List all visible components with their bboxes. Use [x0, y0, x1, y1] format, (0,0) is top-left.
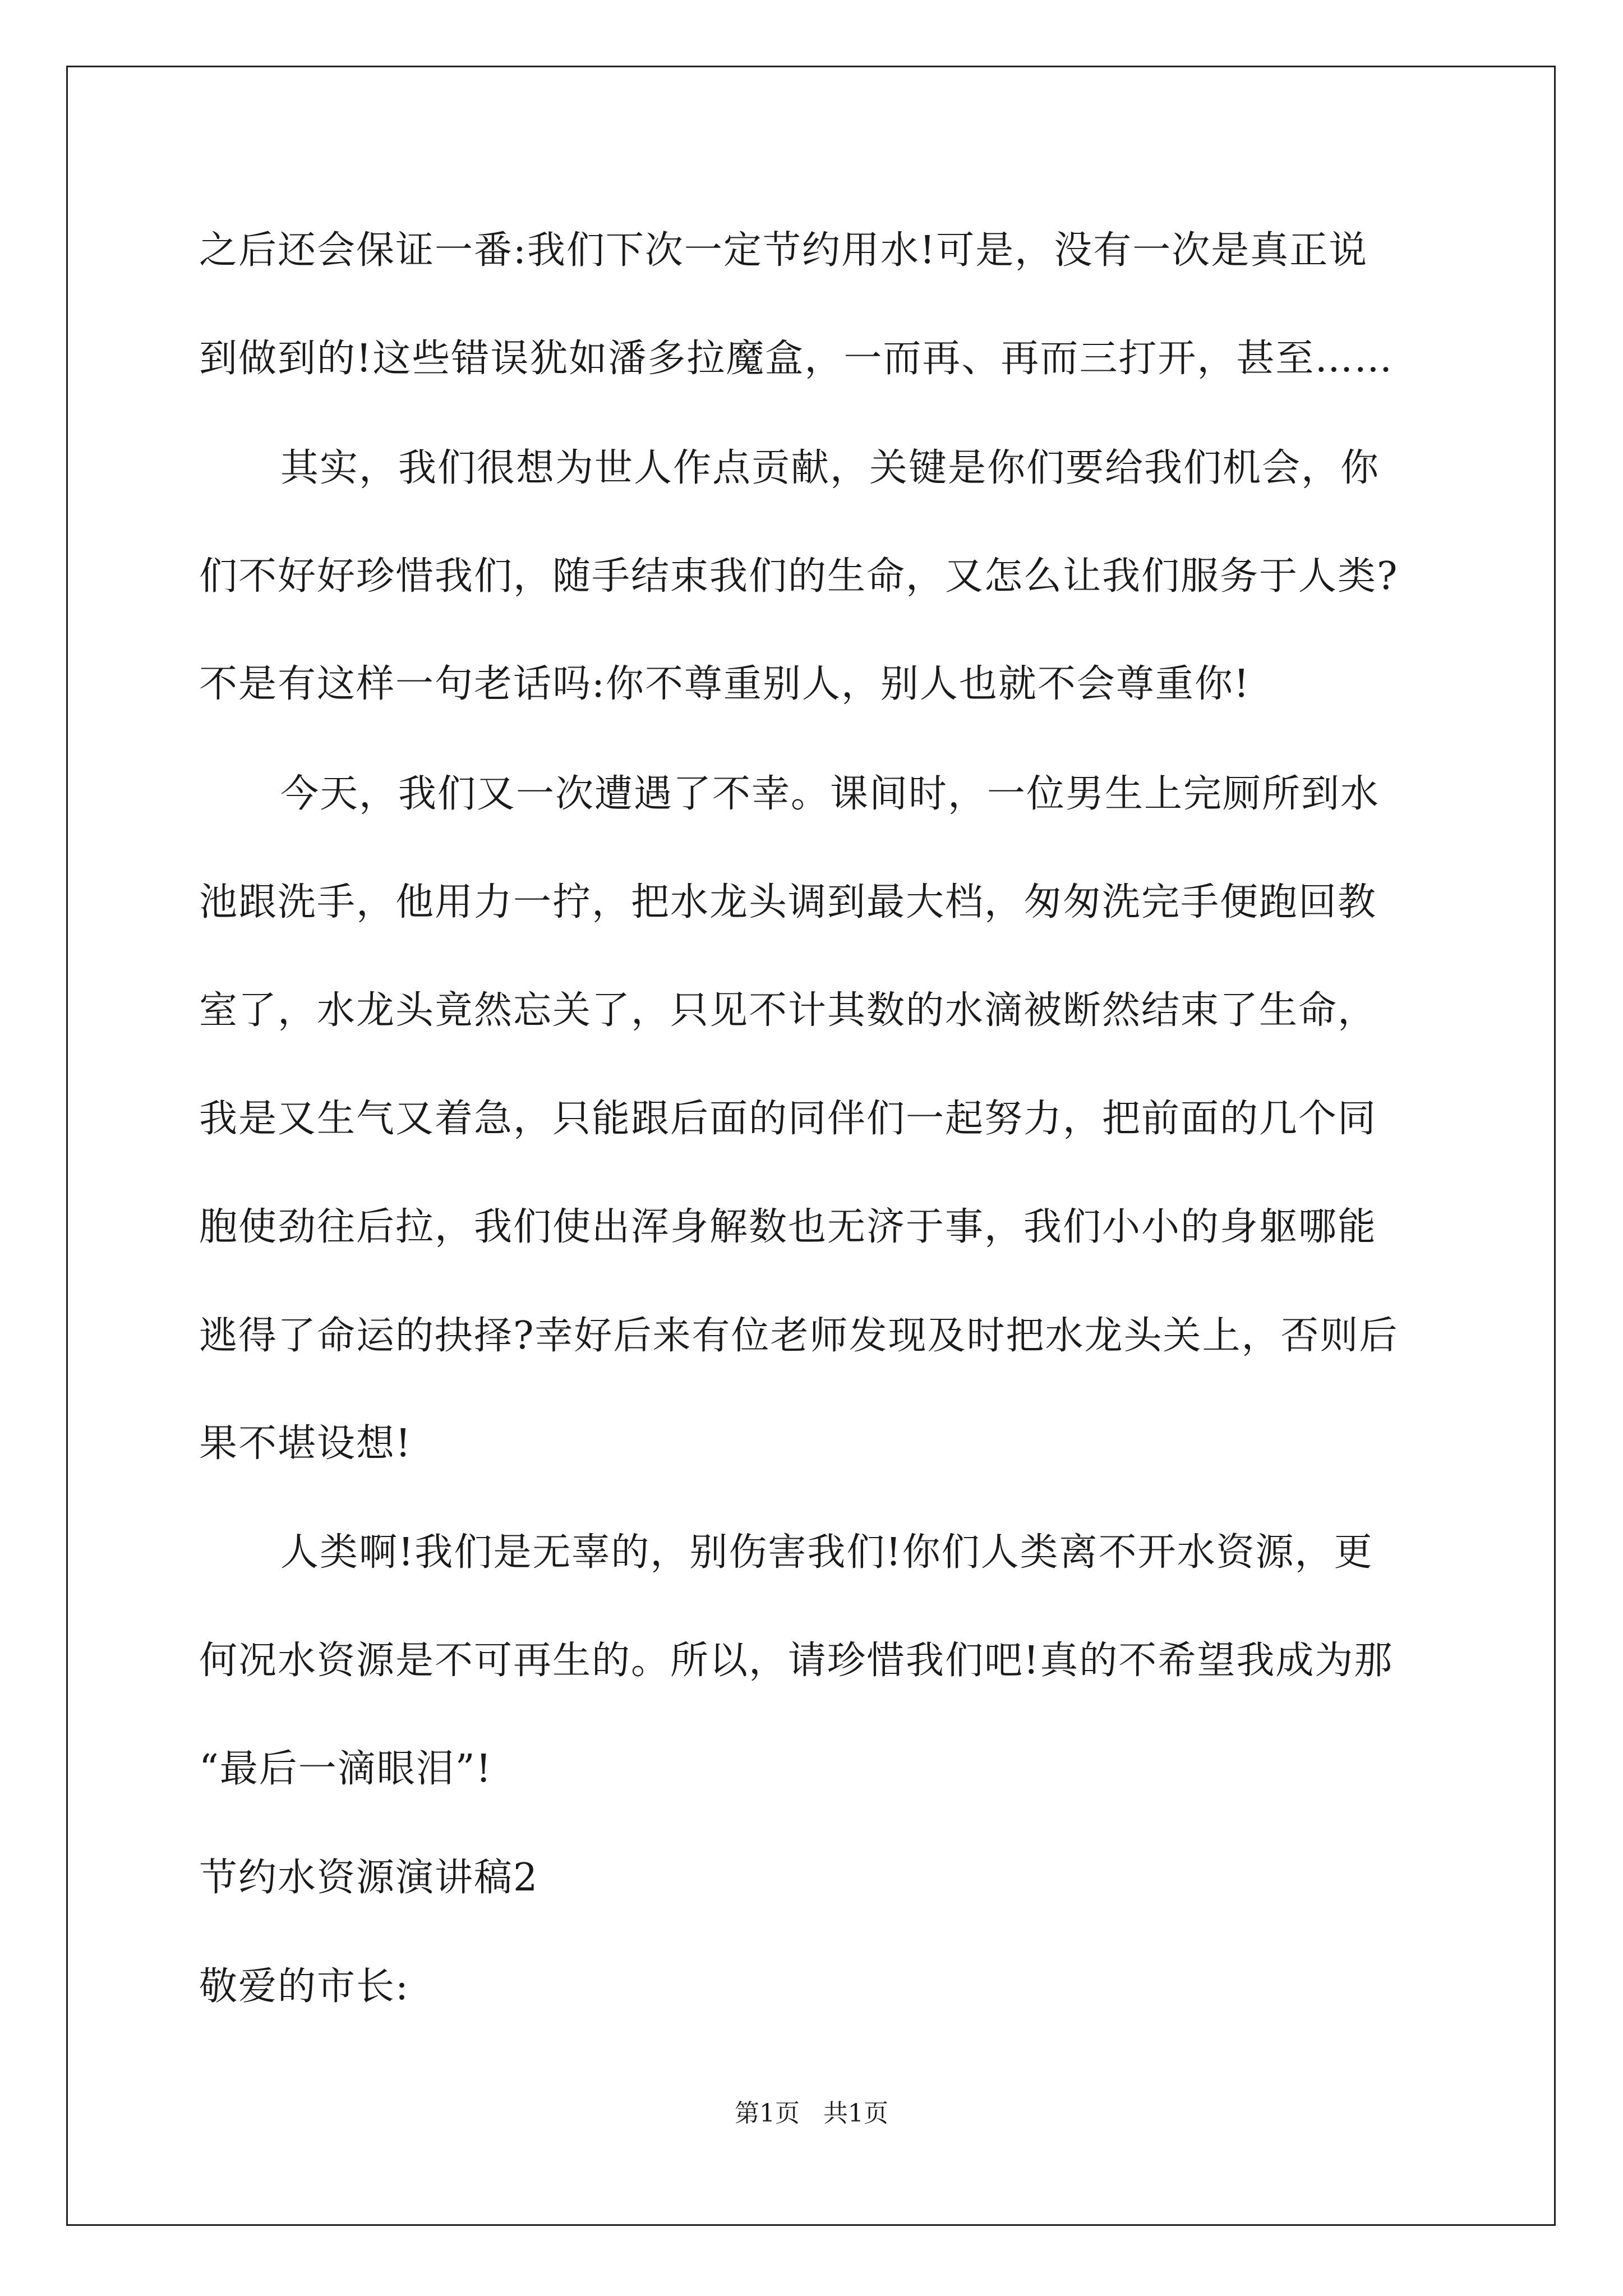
- section-heading: 节约水资源演讲稿2: [199, 1856, 539, 1900]
- text-line: 我是又生气又着急，只能跟后面的同伴们一起努力，把前面的几个同: [199, 1097, 1377, 1141]
- salutation: 敬爱的市长:: [199, 1964, 409, 2009]
- text-line: 不是有这样一句老话吗:你不尊重别人，别人也就不会尊重你!: [199, 662, 1251, 706]
- text-line: 果不堪设想!: [199, 1421, 412, 1466]
- paragraph-first-line: 人类啊!我们是无辜的，别伤害我们!你们人类离不开水资源，更: [280, 1530, 1373, 1575]
- text-line: 何况水资源是不可再生的。所以，请珍惜我们吧!真的不希望我成为那: [199, 1639, 1394, 1683]
- text-line: 胞使劲往后拉，我们使出浑身解数也无济于事，我们小小的身躯哪能: [199, 1205, 1377, 1249]
- text-line: 之后还会保证一番:我们下次一定节约用水!可是，没有一次是真正说: [199, 228, 1368, 273]
- text-line: 们不好好珍惜我们，随手结束我们的生命，又怎么让我们服务于人类?: [199, 554, 1399, 599]
- paragraph-first-line: 其实，我们很想为世人作点贡献，关键是你们要给我们机会，你: [280, 446, 1380, 490]
- text-line: “最后一滴眼泪”!: [199, 1747, 492, 1791]
- text-line: 逃得了命运的抉择?幸好后来有位老师发现及时把水龙头关上，否则后: [199, 1314, 1399, 1358]
- text-line: 室了，水龙头竟然忘关了，只见不计其数的水滴被断然结束了生命，: [199, 988, 1377, 1033]
- paragraph-first-line: 今天，我们又一次遭遇了不幸。课间时，一位男生上完厕所到水: [280, 772, 1380, 816]
- text-line: 到做到的!这些错误犹如潘多拉魔盒，一而再、再而三打开，甚至……: [199, 337, 1394, 381]
- page-footer: 第1页 共1页: [735, 2099, 888, 2128]
- text-line: 池跟洗手，他用力一拧，把水龙头调到最大档，匆匆洗完手便跑回教: [199, 880, 1377, 924]
